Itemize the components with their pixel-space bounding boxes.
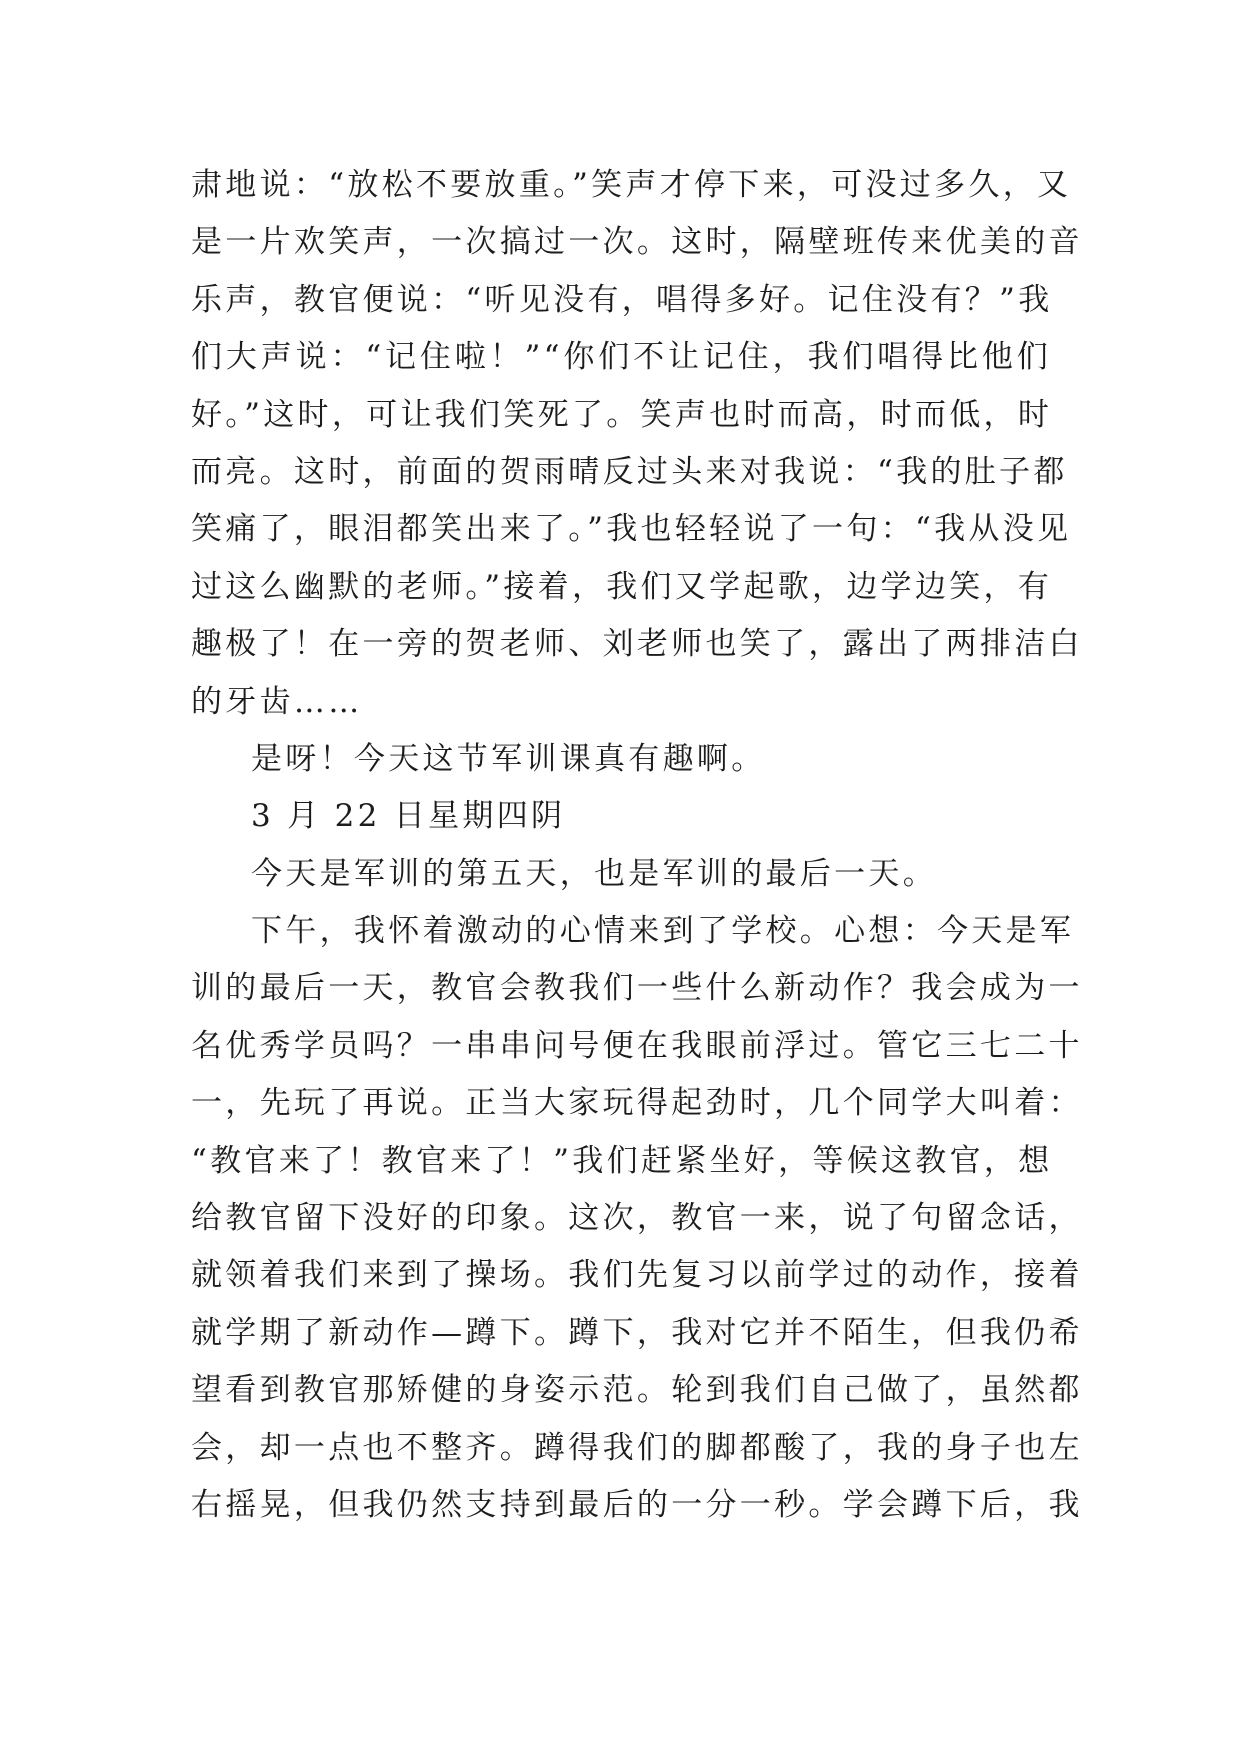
text-line: 趣极了！在一旁的贺老师、刘老师也笑了，露出了两排洁白 <box>191 626 1083 663</box>
text-line: 过这么幽默的老师。”接着，我们又学起歌，边学边笑，有 <box>191 568 1053 605</box>
text-line: 训的最后一天，教官会教我们一些什么新动作？我会成为一 <box>191 970 1083 1007</box>
text-line: 笑痛了，眼泪都笑出来了。”我也轻轻说了一句：“我从没见 <box>191 511 1072 548</box>
text-line: 而亮。这时，前面的贺雨晴反过头来对我说：“我的肚子都 <box>191 453 1068 490</box>
text-line: 是一片欢笑声，一次搞过一次。这时，隔壁班传来优美的音 <box>191 224 1083 261</box>
text-line: 的牙齿…… <box>191 683 363 720</box>
text-line: 名优秀学员吗？一串串问号便在我眼前浮过。管它三七二十 <box>191 1027 1083 1064</box>
text-line: 是呀！今天这节军训课真有趣啊。 <box>251 740 766 777</box>
date-line: 3 月 22 日星期四阴 <box>251 798 566 835</box>
document-body <box>191 157 1083 1534</box>
text-line: “教官来了！教官来了！”我们赶紧坐好，等候这教官，想 <box>191 1142 1053 1179</box>
text-line: 右摇晃，但我仍然支持到最后的一分一秒。学会蹲下后，我 <box>191 1486 1083 1523</box>
text-line: 就学期了新动作—蹲下。蹲下，我对它并不陌生，但我仍希 <box>191 1314 1083 1351</box>
text-line: 好。”这时，可让我们笑死了。笑声也时而高，时而低，时 <box>191 396 1053 433</box>
text-line: 今天是军训的第五天，也是军训的最后一天。 <box>251 855 937 892</box>
text-line: 给教官留下没好的印象。这次，教官一来，说了句留念话， <box>191 1200 1083 1237</box>
text-line: 肃地说：“放松不要放重。”笑声才停下来，可没过多久，又 <box>191 167 1072 203</box>
text-line: 下午，我怀着激动的心情来到了学校。心想：今天是军 <box>251 913 1075 950</box>
text-line: 望看到教官那矫健的身姿示范。轮到我们自己做了，虽然都 <box>191 1372 1083 1409</box>
text-line: 就领着我们来到了操场。我们先复习以前学过的动作，接着 <box>191 1257 1083 1294</box>
text-line: 一，先玩了再说。正当大家玩得起劲时，几个同学大叫着： <box>191 1085 1083 1122</box>
text-line: 会，却一点也不整齐。蹲得我们的脚都酸了，我的身子也左 <box>191 1429 1083 1466</box>
text-line: 们大声说：“记住啦！”“你们不让记住，我们唱得比他们 <box>191 339 1051 376</box>
text-line: 乐声，教官便说：“听见没有，唱得多好。记住没有？”我 <box>191 281 1053 318</box>
